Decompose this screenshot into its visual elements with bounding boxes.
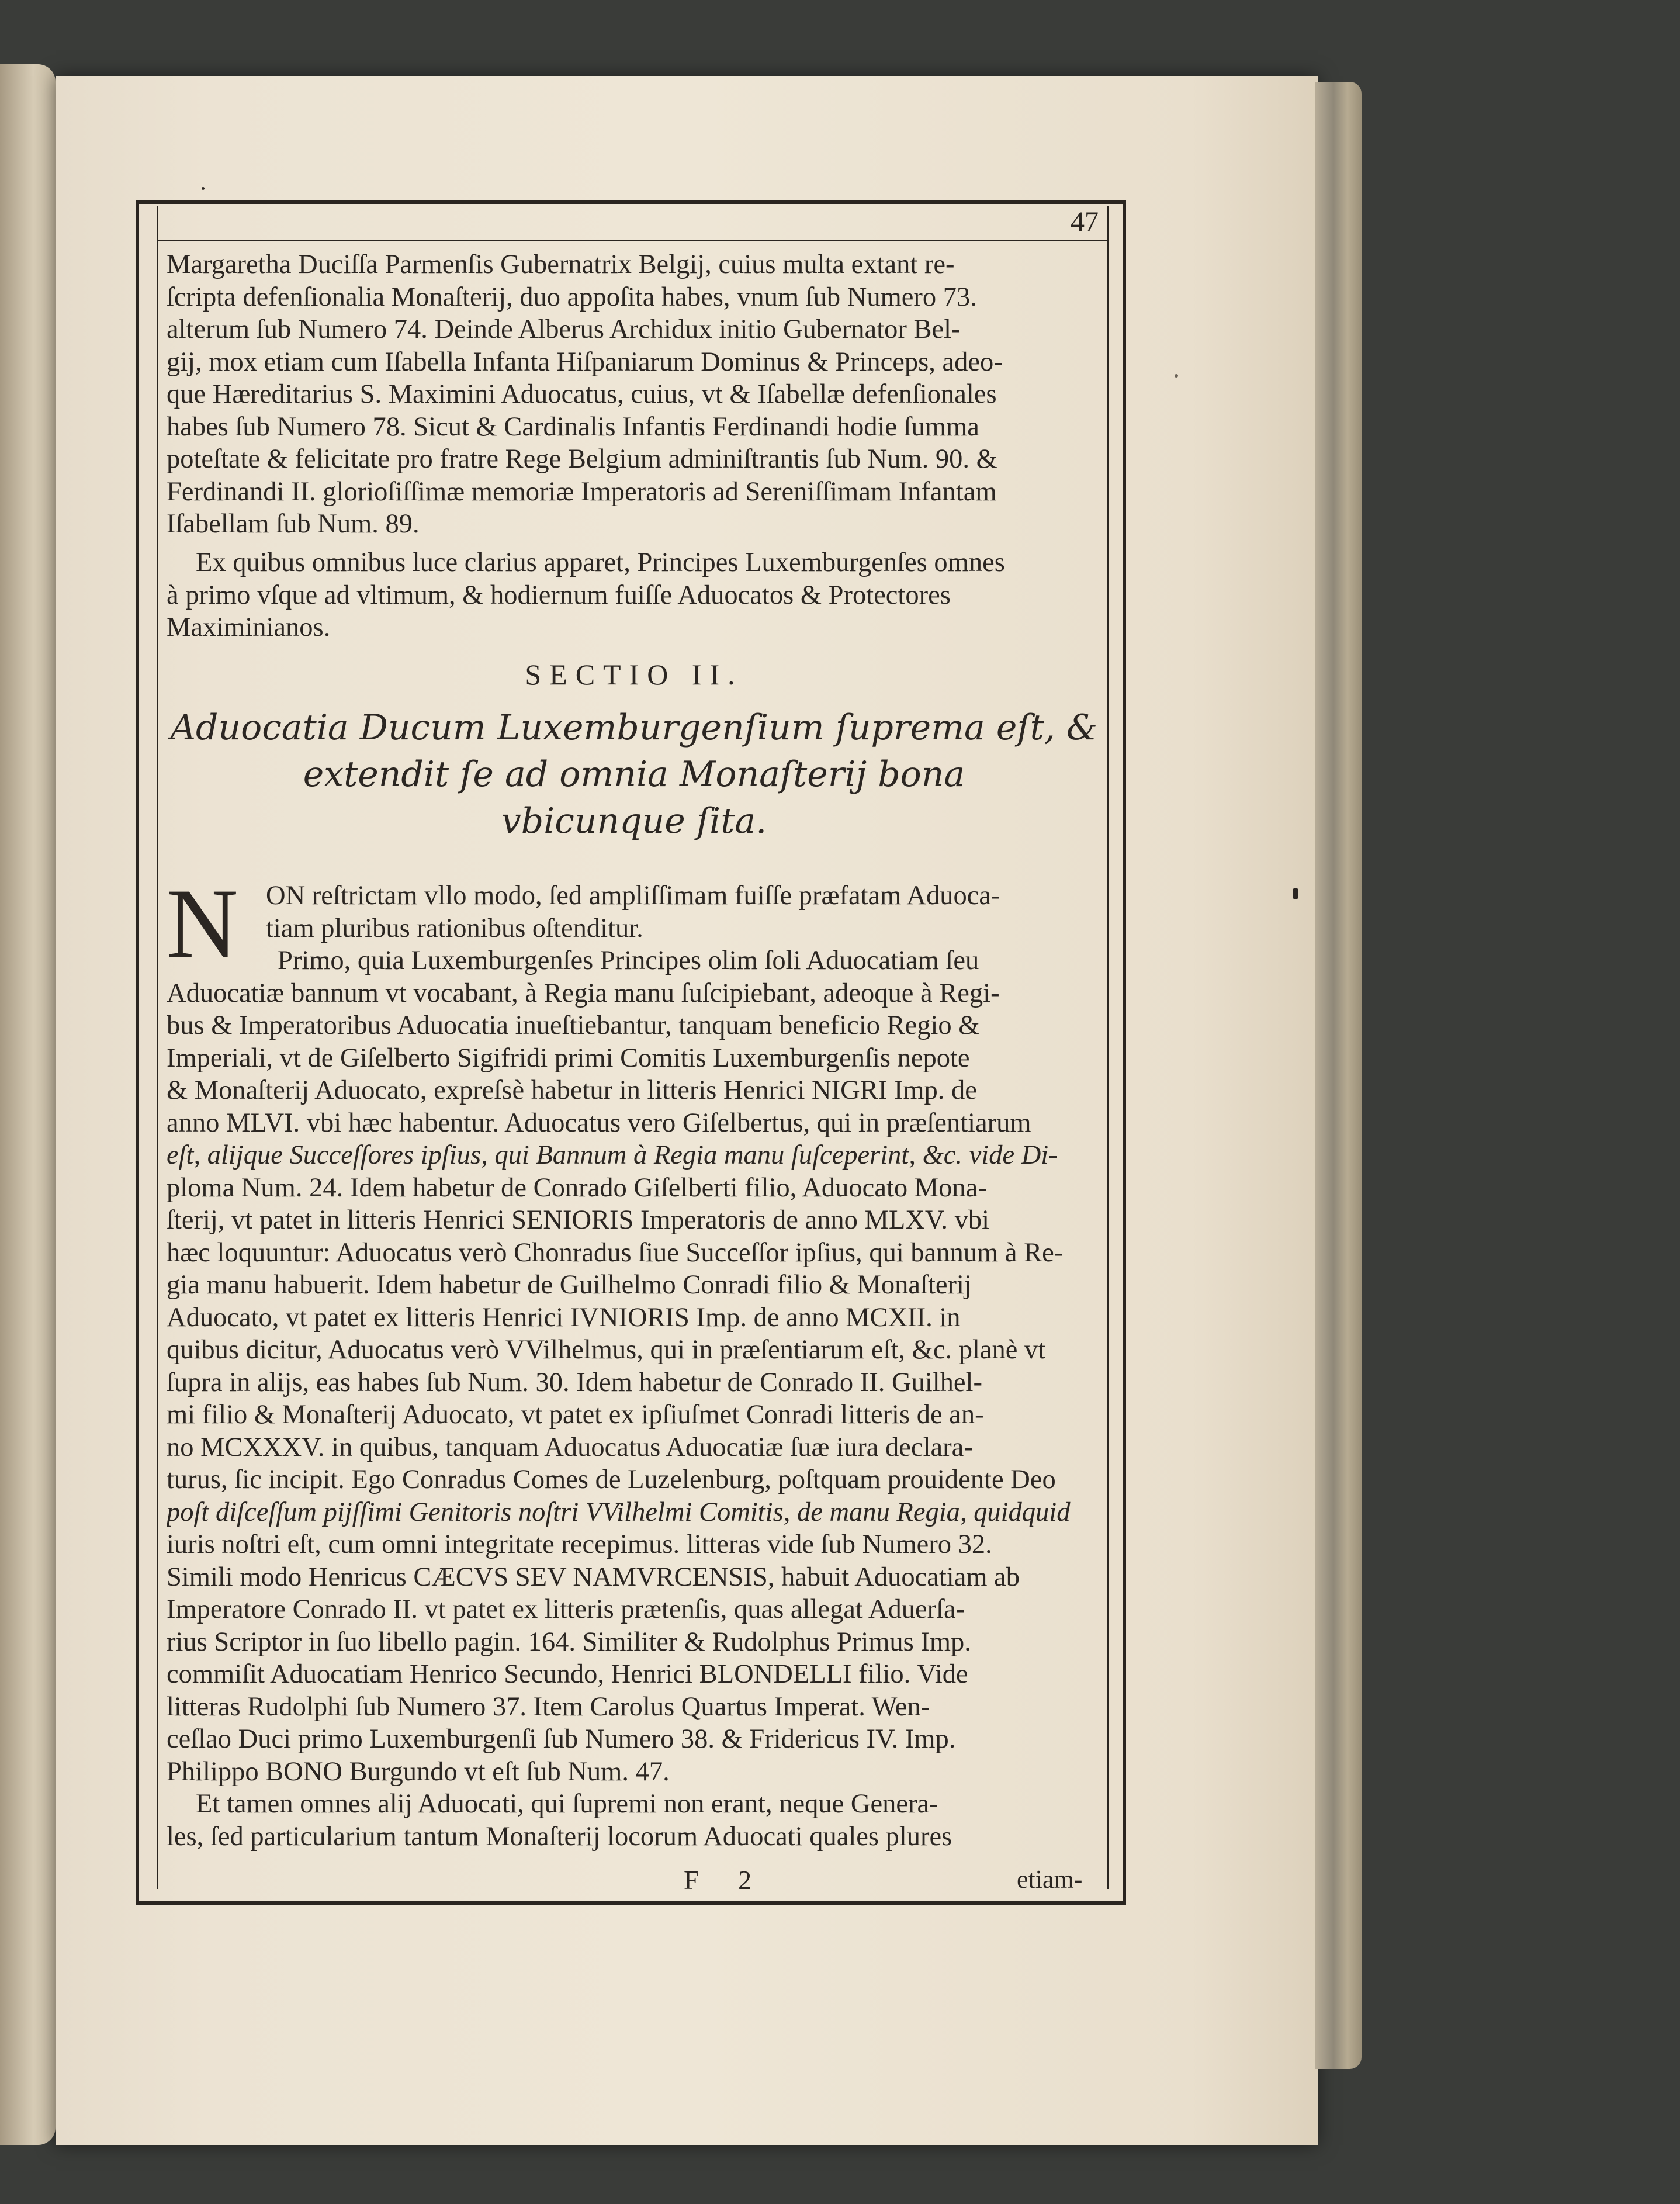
catchword: etiam- <box>1017 1865 1083 1894</box>
text-line: poſt diſceſſum pijſſimi Genitoris noſtri VVilhelmi Comitis, de manu Regia, quidquid <box>167 1497 1071 1527</box>
text-line: ceſlao Duci primo Luxemburgenſi ſub Numero 38. & Fridericus IV. Imp. <box>167 1724 956 1754</box>
paragraph-3-opening <box>266 880 1101 944</box>
section-title-line: extendit ſe ad omnia Monaſterij bona <box>303 754 965 795</box>
text-line: Margaretha Duciſſa Parmenſis Gubernatrix Belgij, cuius multa extant re- <box>167 250 955 279</box>
section-title <box>167 704 1101 845</box>
text-line: bus & Imperatoribus Aduocatia inueſtiebantur, tanquam beneficio Regio & <box>167 1011 980 1040</box>
text-line: ſupra in alijs, eas habes ſub Num. 30. Idem habetur de Conrado II. Guilhel- <box>167 1367 982 1397</box>
text-line: alterum ſub Numero 74. Deinde Alberus Archidux initio Gubernator Bel- <box>167 314 961 344</box>
text-line: poteſtate & felicitate pro fratre Rege Belgium adminiſtrantis ſub Num. 90. & <box>167 444 997 474</box>
text-line: turus, ſic incipit. Ego Conradus Comes de Luzelenburg, poſtquam prouidente Deo <box>167 1465 1056 1494</box>
text-line: ſterij, vt patet in litteris Henrici SENIORIS Imperatoris de anno MLXV. vbi <box>167 1205 990 1235</box>
text-line: no MCXXXV. in quibus, tanquam Aduocatus Aduocatiæ ſuæ iura declara- <box>167 1432 973 1462</box>
text-line: tiam pluribus rationibus oſtenditur. <box>266 913 643 943</box>
text-line: que Hæreditarius S. Maximini Aduocatus, cuius, vt & Iſabellæ defenſionales <box>167 379 997 409</box>
text-line: Maximinianos. <box>167 613 331 642</box>
text-line: Et tamen omnes alij Aduocati, qui ſupremi non erant, neque Genera- <box>196 1789 938 1819</box>
text-line: ſcripta defenſionalia Monaſterij, duo appoſita habes, vnum ſub Numero 73. <box>167 282 977 312</box>
paragraph-2 <box>167 546 1101 644</box>
text-line: à primo vſque ad vltimum, & hodiernum fuiſſe Aduocatos & Protectores <box>167 580 951 610</box>
section-heading: SECTIO II. <box>525 658 743 691</box>
text-line: mi filio & Monaſterij Aduocato, vt patet ex ipſiuſmet Conradi litteris de an- <box>167 1400 984 1430</box>
text-line: gia manu habuerit. Idem habetur de Guilhelmo Conradi filio & Monaſterij <box>167 1270 972 1300</box>
page-block-edge <box>1315 82 1362 2069</box>
text-line: Ex quibus omnibus luce clarius apparet, Principes Luxemburgenſes omnes <box>196 548 1005 577</box>
text-line: quibus dicitur, Aduocatus verò VVilhelmus, qui in præſentiarum eſt, &c. planè vt <box>167 1335 1046 1365</box>
footer-rule <box>136 1901 1126 1904</box>
ink-speck <box>202 187 205 190</box>
text-line: habes ſub Numero 78. Sicut & Cardinalis Infantis Ferdinandi hodie ſumma <box>167 411 979 442</box>
text-line: rius Scriptor in ſuo libello pagin. 164. Similiter & Rudolphus Primus Imp. <box>167 1627 971 1657</box>
text-line: Aduocatiæ bannum vt vocabant, à Regia manu ſuſcipiebant, adeoque à Regi- <box>167 978 1000 1008</box>
text-line: Simili modo Henricus CÆCVS SEV NAMVRCENSIS, habuit Aduocatiam ab <box>167 1562 1020 1592</box>
header-rule <box>157 240 1107 241</box>
left-page-edge <box>0 64 56 2145</box>
ink-speck <box>1175 374 1178 378</box>
text-line: Aduocato, vt patet ex litteris Henrici IVNIORIS Imp. de anno MCXII. in <box>167 1302 961 1333</box>
signature-mark: F 2 <box>684 1865 768 1895</box>
text-line: commiſit Aduocatiam Henrico Secundo, Henrici BLONDELLI filio. Vide <box>167 1659 968 1689</box>
text-line: Primo, quia Luxemburgenſes Principes olim ſoli Aduocatiam ſeu <box>278 946 979 975</box>
paragraph-3 <box>167 944 1101 1853</box>
drop-cap: N <box>167 869 238 978</box>
section-title-line: Aduocatia Ducum Luxemburgenſium ſuprema eſt, & <box>170 707 1098 748</box>
text-line: & Monaſterij Aduocato, expreſsè habetur in litteris Henrici NIGRI Imp. de <box>167 1075 977 1105</box>
text-line: hæc loquuntur: Aduocatus verò Chonradus ſiue Succeſſor ipſius, qui bannum à Re- <box>167 1237 1064 1268</box>
paragraph-1 <box>167 248 1101 541</box>
text-line: Iſabellam ſub Num. 89. <box>167 509 420 539</box>
text-line: Imperatore Conrado II. vt patet ex litteris prætenſis, quas allegat Aduerſa- <box>167 1594 965 1624</box>
text-line: ON reſtrictam vllo modo, ſed ampliſſimam fuiſſe præfatam Aduoca- <box>266 881 1000 911</box>
text-line: eſt, alijque Succeſſores ipſius, qui Bannum à Regia manu ſuſceperint, &c. vide Di- <box>167 1140 1058 1170</box>
text-line: anno MLVI. vbi hæc habentur. Aduocatus vero Giſelbertus, qui in præſentiarum <box>167 1108 1031 1138</box>
page-number: 47 <box>1071 206 1099 237</box>
text-line: Ferdinandi II. glorioſiſſimæ memoriæ Imperatoris ad Sereniſſimam Infantam <box>167 476 997 507</box>
text-line: Philippo BONO Burgundo vt eſt ſub Num. 47. <box>167 1756 670 1787</box>
section-title-line: vbicunque ſita. <box>501 801 767 842</box>
text-line: ploma Num. 24. Idem habetur de Conrado Giſelberti filio, Aduocato Mona- <box>167 1172 987 1203</box>
text-line: gij, mox etiam cum Iſabella Infanta Hiſpaniarum Dominus & Princeps, adeo- <box>167 347 1003 377</box>
text-line: iuris noſtri eſt, cum omni integritate recepimus. litteras vide ſub Numero 32. <box>167 1530 992 1559</box>
ink-speck <box>1293 888 1298 899</box>
text-line: litteras Rudolphi ſub Numero 37. Item Carolus Quartus Imperat. Wen- <box>167 1691 930 1722</box>
text-line: Imperiali, vt de Giſelberto Sigifridi primi Comitis Luxemburgenſis nepote <box>167 1043 970 1073</box>
text-line: les, ſed particularium tantum Monaſterij locorum Aduocati quales plures <box>167 1821 952 1852</box>
